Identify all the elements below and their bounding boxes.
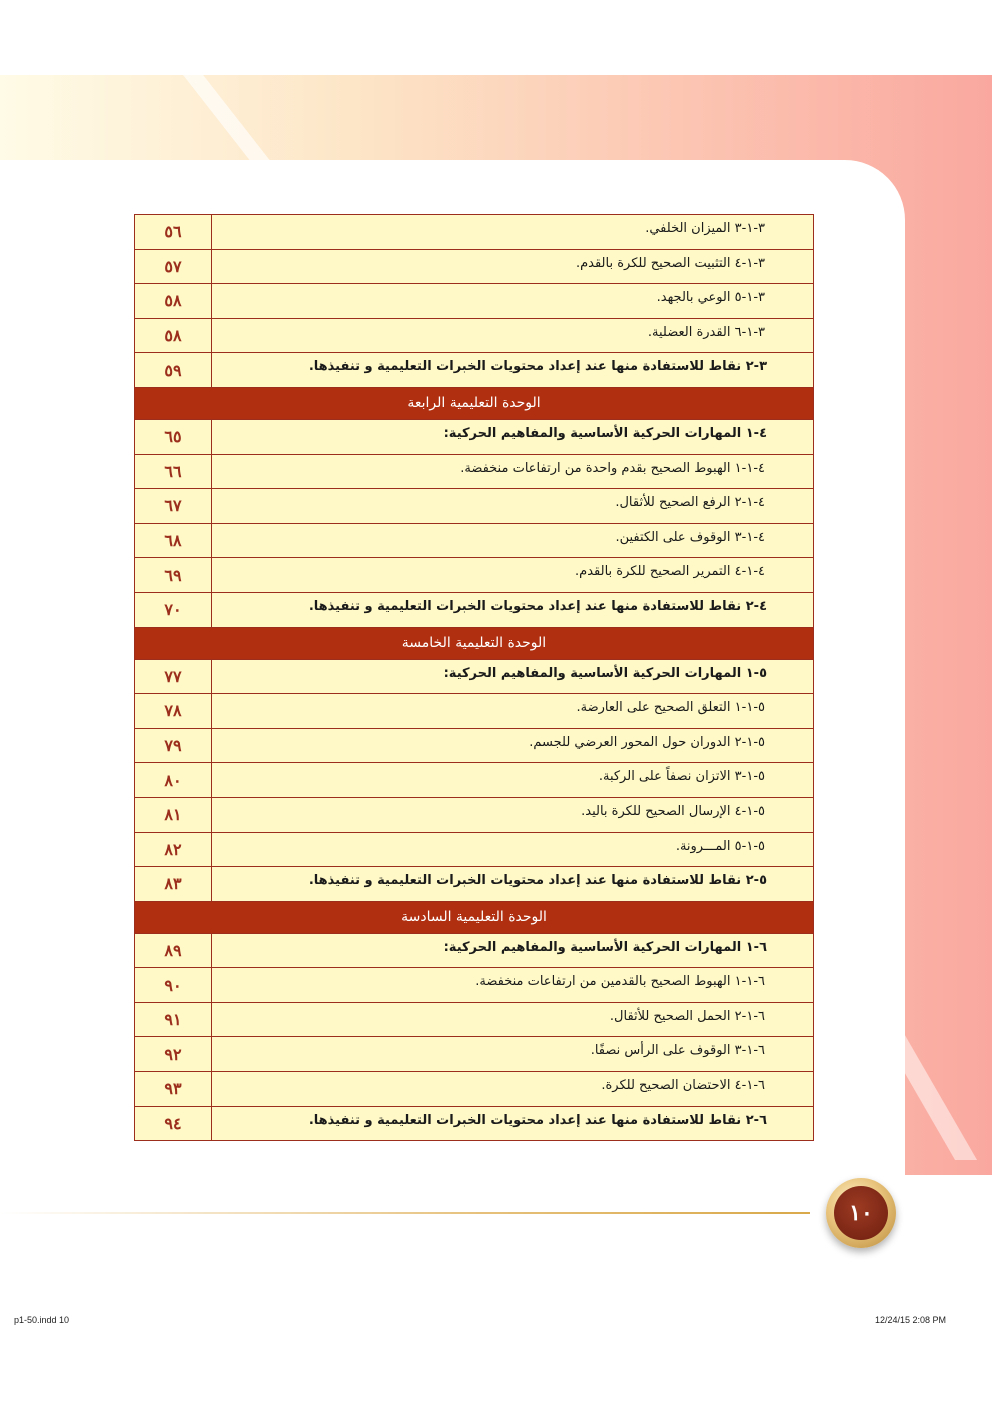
toc-section-row [135,1107,813,1141]
toc-entry-page: ٧٩ [164,736,182,756]
toc-item-row [135,284,813,319]
toc-entry-title: ٥-٢ نقاط للاستفادة منها عند إعداد محتويات الخبرات التعليمية و تنفيذها. [211,867,813,901]
toc-section-row [135,420,813,455]
toc-item-row [135,524,813,559]
toc-entry-page: ٧٠ [164,600,182,620]
toc-item-row [135,215,813,250]
toc-item-row [135,729,813,764]
toc-item-row [135,694,813,729]
toc-section-row [135,867,813,902]
toc-entry-page: ٩٣ [164,1079,182,1099]
unit-heading: الوحدة التعليمية الخامسة [135,628,813,660]
toc-entry-title: ٥-١-١ التعلق الصحيح على العارضة. [211,694,813,728]
toc-entry-page: ٦٥ [164,427,182,447]
toc-entry-page: ٩٤ [164,1113,182,1133]
toc-item-row [135,1072,813,1107]
page-number-badge [826,1178,896,1248]
toc-item-row [135,1003,813,1038]
toc-entry-page: ٨٩ [164,940,182,960]
toc-item-row [135,558,813,593]
toc-entry-page: ٥٧ [164,256,182,276]
toc-section-row [135,660,813,695]
toc-entry-title: ٥-١-٣ الاتزان نصفاً على الركبة. [211,763,813,797]
toc-entry-page: ٥٩ [164,360,182,380]
toc-entry-title: ٤-١-٣ الوقوف على الكتفين. [211,524,813,558]
toc-entry-page: ٨٠ [164,770,182,790]
toc-entry-title: ٥-١ المهارات الحركية الأساسية والمفاهيم الحركية: [211,660,813,694]
toc-entry-page: ٩١ [164,1010,182,1030]
toc-entry-page: ٨١ [164,805,182,825]
toc-entry-title: ٤-١ المهارات الحركية الأساسية والمفاهيم الحركية: [211,420,813,454]
toc-item-row [135,968,813,1003]
toc-entry-page: ٧٧ [164,666,182,686]
toc-entry-page: ٧٨ [164,701,182,721]
toc-entry-title: ٥-١-٤ الإرسال الصحيح للكرة باليد. [211,798,813,832]
page-number: ١٠ [834,1186,888,1240]
toc-item-row [135,1037,813,1072]
toc-entry-title: ٣-١-٦ القدرة العضلية. [211,319,813,353]
toc-section-row [135,593,813,628]
toc-entry-title: ٥-١-٥ المـــرونة. [211,833,813,867]
table-of-contents [134,214,814,1141]
toc-section-row [135,353,813,388]
unit-heading: الوحدة التعليمية السادسة [135,902,813,934]
print-slug-date: 12/24/15 2:08 PM [875,1315,947,1325]
toc-entry-title: ٦-١-٤ الاحتضان الصحيح للكرة. [211,1072,813,1106]
toc-section-row [135,934,813,969]
toc-item-row [135,798,813,833]
toc-entry-title: ٦-١-٢ الحمل الصحيح للأثقال. [211,1003,813,1037]
toc-entry-page: ٨٣ [164,874,182,894]
toc-entry-title: ٦-١-١ الهبوط الصحيح بالقدمين من ارتفاعات منخفضة. [211,968,813,1002]
toc-entry-title: ٦-١-٣ الوقوف على الرأس نصفًا. [211,1037,813,1071]
toc-entry-title: ٣-١-٣ الميزان الخلفي. [211,215,813,249]
toc-entry-title: ٣-١-٥ الوعي بالجهد. [211,284,813,318]
unit-heading: الوحدة التعليمية الرابعة [135,388,813,420]
toc-item-row [135,833,813,868]
toc-entry-title: ٤-١-١ الهبوط الصحيح بقدم واحدة من ارتفاعات منخفضة. [211,455,813,489]
toc-entry-page: ٦٩ [164,565,182,585]
toc-item-row [135,763,813,798]
toc-entry-title: ٦-٢ نقاط للاستفادة منها عند إعداد محتويات الخبرات التعليمية و تنفيذها. [211,1107,813,1141]
toc-entry-page: ٩٢ [164,1044,182,1064]
toc-entry-page: ٥٨ [164,326,182,346]
toc-entry-page: ٥٨ [164,291,182,311]
toc-item-row [135,250,813,285]
toc-entry-page: ٥٦ [164,222,182,242]
toc-entry-page: ٦٨ [164,531,182,551]
toc-item-row [135,319,813,354]
toc-entry-page: ٦٦ [164,461,182,481]
toc-entry-title: ٣-١-٤ التثبيت الصحيح للكرة بالقدم. [211,250,813,284]
toc-entry-title: ٤-١-٢ الرفع الصحيح للأثقال. [211,489,813,523]
toc-item-row [135,489,813,524]
toc-entry-title: ٦-١ المهارات الحركية الأساسية والمفاهيم الحركية: [211,934,813,968]
footer-divider [0,1212,810,1214]
toc-entry-title: ٤-١-٤ التمرير الصحيح للكرة بالقدم. [211,558,813,592]
toc-item-row [135,455,813,490]
toc-entry-title: ٥-١-٢ الدوران حول المحور العرضي للجسم. [211,729,813,763]
toc-entry-page: ٦٧ [164,496,182,516]
toc-entry-title: ٤-٢ نقاط للاستفادة منها عند إعداد محتويات الخبرات التعليمية و تنفيذها. [211,593,813,627]
print-slug-file: p1-50.indd 10 [14,1315,70,1325]
toc-entry-page: ٨٢ [164,839,182,859]
toc-entry-page: ٩٠ [164,975,182,995]
toc-entry-title: ٣-٢ نقاط للاستفادة منها عند إعداد محتويات الخبرات التعليمية و تنفيذها. [211,353,813,387]
